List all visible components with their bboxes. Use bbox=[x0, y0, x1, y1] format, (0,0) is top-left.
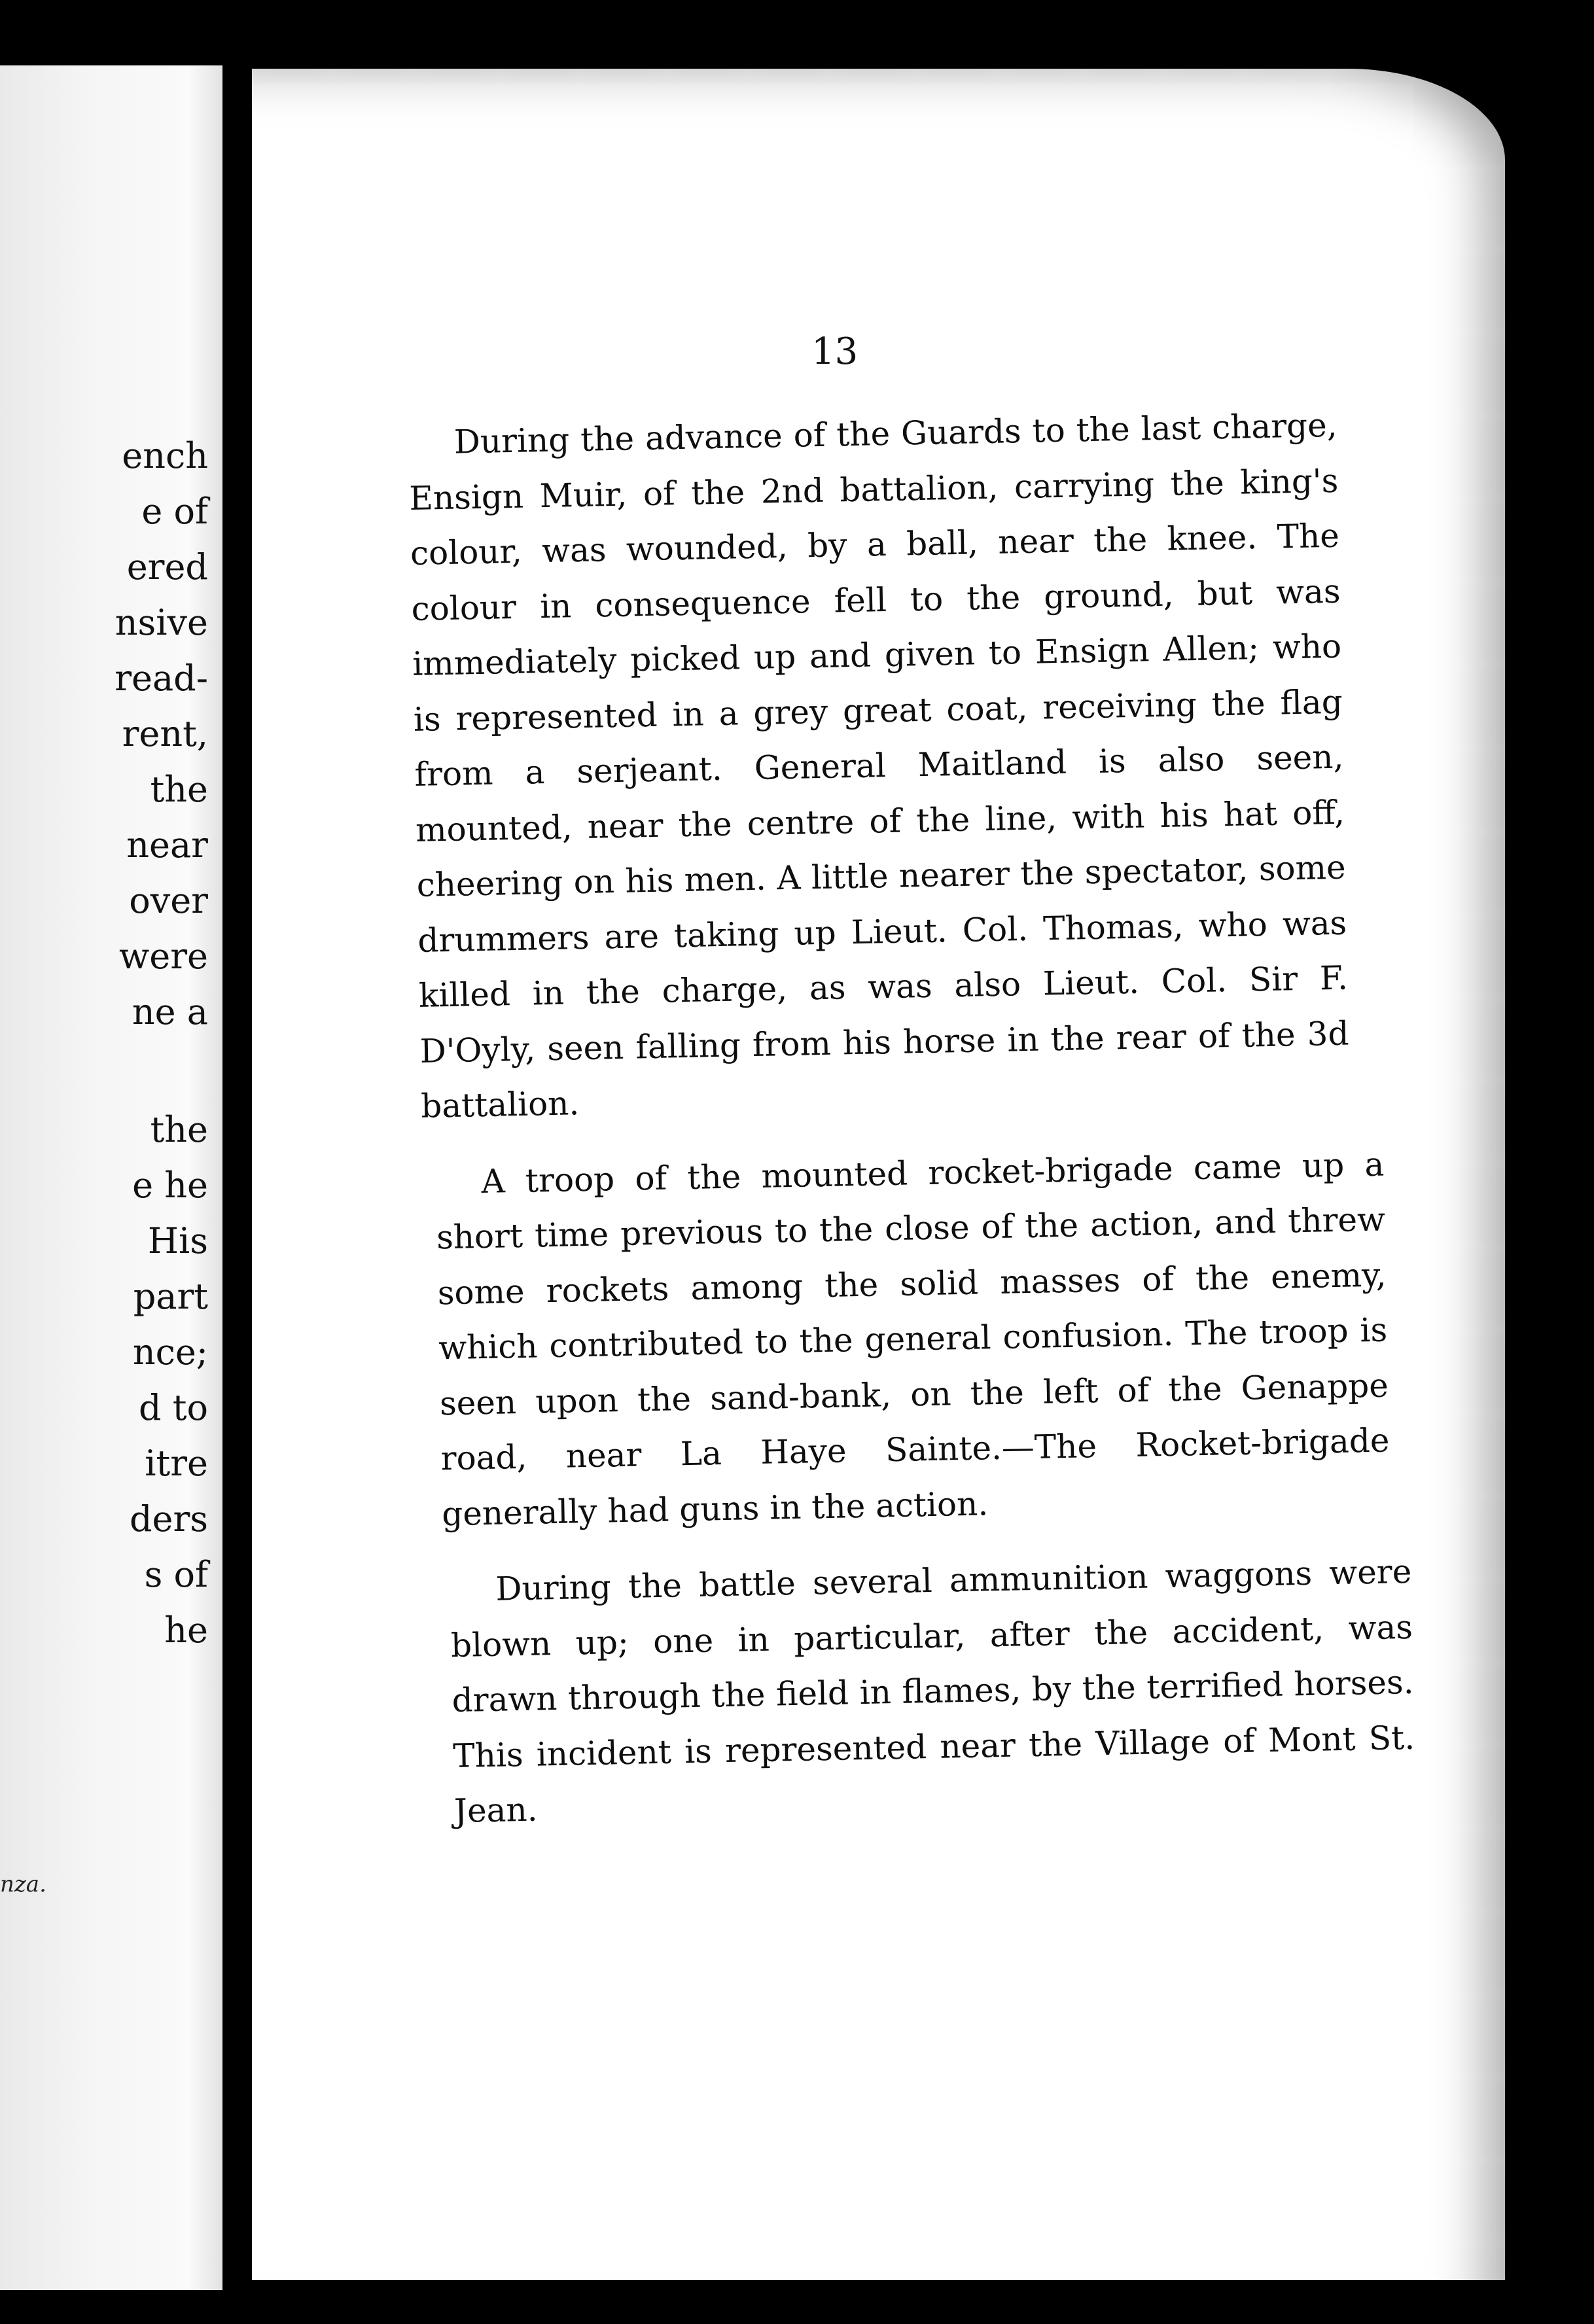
paragraph-ammunition-waggons: During the battle several ammunition waggons were blown up; one in particular, after the accident, was drawn through the field in flames, by the terrified horses. This incident is represented near the Village of Mont St. Jean. bbox=[450, 1552, 1415, 1831]
paragraph-guards-charge: During the advance of the Guards to the last charge, Ensign Muir, of the 2nd battalion, carrying the king's colour, was wounded, by a ball, near the knee. The colour in consequence fell to the ground, but was immediately picked up and given to Ensign Allen; who is represented in a grey great coat, receiving the flag from a serjeant. General Maitland is also seen, mounted, near the centre of the line, with his hat off, cheering on his men. A little nearer the spectator, some drummers are taking up Lieut. Col. Thomas, who was killed in the charge, as was also Lieut. Col. Sir F. D'Oyly, seen falling from his horse in the rear of the 3d battalion. bbox=[408, 406, 1349, 1125]
left-fragment: s of bbox=[144, 1554, 208, 1595]
left-fragment: His bbox=[147, 1220, 208, 1261]
page-number: 13 bbox=[811, 330, 859, 373]
left-fragment: were bbox=[119, 936, 208, 977]
left-fragment: near bbox=[126, 824, 208, 866]
left-fragment: ered bbox=[126, 546, 208, 588]
left-fragment: read- bbox=[115, 658, 208, 699]
left-fragment: ne a bbox=[132, 991, 208, 1032]
left-fragment: e of bbox=[141, 491, 208, 532]
book-page bbox=[252, 69, 1505, 2280]
left-fragment: the bbox=[150, 769, 208, 810]
left-fragment: nsive bbox=[115, 602, 208, 643]
paragraph-rocket-brigade: A troop of the mounted rocket-brigade came up a short time previous to the close of the action, and threw some rockets among the solid masses of the enemy, which contributed to the general confusion. The troop is seen upon the sand-bank, on the left of the Genappe road, near La Haye Sainte.—The Rocket-brigade generally had guns in the action. bbox=[436, 1145, 1390, 1533]
page-body bbox=[408, 398, 1415, 1839]
previous-page-fragment bbox=[0, 65, 222, 2290]
left-footnote: nza. bbox=[0, 1871, 46, 1897]
left-fragment: e he bbox=[132, 1165, 208, 1206]
left-fragment: over bbox=[129, 880, 208, 921]
left-fragment: part bbox=[133, 1276, 208, 1317]
left-fragment: ench bbox=[122, 435, 208, 476]
left-fragment: ders bbox=[129, 1498, 208, 1540]
left-fragment: itre bbox=[145, 1443, 208, 1484]
left-fragment: d to bbox=[139, 1387, 208, 1428]
left-fragment: rent, bbox=[122, 713, 208, 754]
left-fragment: the bbox=[150, 1109, 208, 1150]
left-fragment: he bbox=[164, 1610, 208, 1651]
left-fragment: nce; bbox=[132, 1331, 208, 1373]
